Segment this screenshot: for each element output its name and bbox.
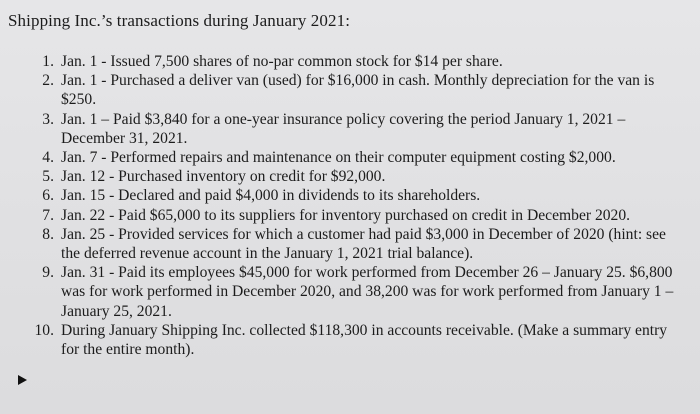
list-item <box>0 186 700 205</box>
list-item <box>0 321 700 359</box>
item-text: Jan. 1 - Purchased a deliver van (used) for $16,000 in cash. Monthly depreciation for the van is $250. <box>61 72 655 109</box>
item-text: Jan. 12 - Purchased inventory on credit for $92,000. <box>61 168 386 186</box>
list-item <box>0 52 700 71</box>
item-number: 5. <box>42 168 54 186</box>
list-item <box>0 148 700 167</box>
item-number: 3. <box>42 110 54 128</box>
mouse-cursor-icon <box>18 375 27 385</box>
item-text: Jan. 1 - Issued 7,500 shares of no-par common stock for $14 per share. <box>61 53 503 70</box>
list-item <box>0 167 700 186</box>
list-item <box>0 263 700 321</box>
item-text: Jan. 1 – Paid $3,840 for a one-year insurance policy covering the period January 1, 2021 – December 31, 2021. <box>61 110 626 147</box>
transaction-list <box>0 52 700 359</box>
item-text: Jan. 31 - Paid its employees $45,000 for work performed from December 26 – January 25. $6,800 was for work performed in December 2020, and 38,200 was for work performed from January 1 – January 25, 2021. <box>61 264 674 320</box>
item-text: Jan. 25 - Provided services for which a customer had paid $3,000 in December of 2020 (hint: see the deferred revenue account in the January 1, 2021 trial balance). <box>61 225 666 263</box>
item-text: Jan. 22 - Paid $65,000 to its suppliers for inventory purchased on credit in December 2020. <box>61 206 631 224</box>
list-item <box>0 225 700 263</box>
item-number: 6. <box>42 187 54 205</box>
page-title: Shipping Inc.’s transactions during January 2021: <box>8 11 351 30</box>
item-text: Jan. 7 - Performed repairs and maintenance on their computer equipment costing $2,000. <box>61 149 616 167</box>
list-item <box>0 110 700 148</box>
list-item <box>0 71 700 109</box>
item-number: 10. <box>34 321 54 339</box>
item-text: Jan. 15 - Declared and paid $4,000 in dividends to its shareholders. <box>61 187 481 205</box>
item-number: 4. <box>42 149 54 167</box>
item-number: 8. <box>42 225 54 243</box>
item-number: 2. <box>42 72 54 90</box>
list-item <box>0 206 700 225</box>
item-number: 1. <box>42 53 54 70</box>
item-number: 7. <box>42 206 54 224</box>
item-number: 9. <box>42 264 54 282</box>
item-text: During January Shipping Inc. collected $118,300 in accounts receivable. (Make a summary entry for the entire month). <box>61 321 668 359</box>
